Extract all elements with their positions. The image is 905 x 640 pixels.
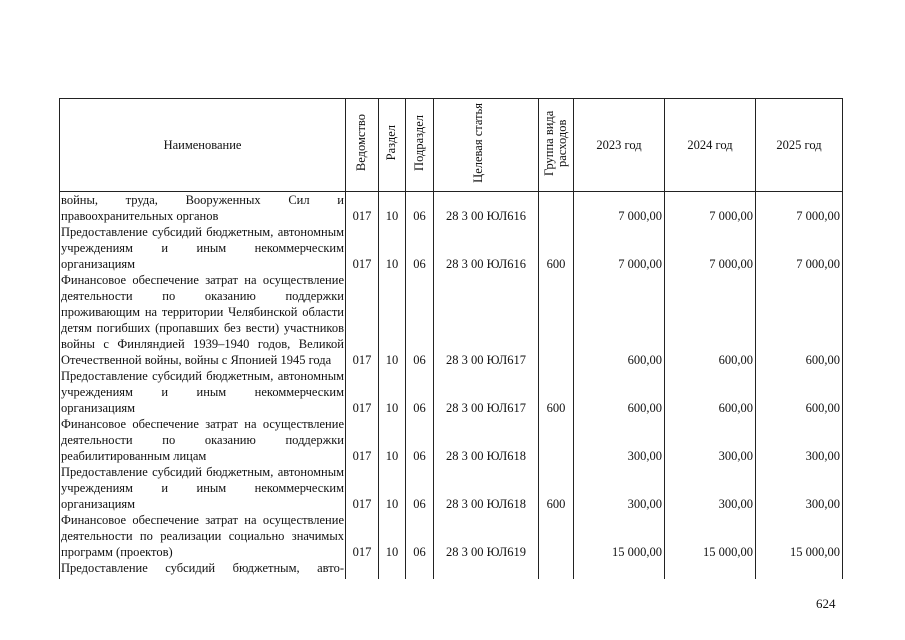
row-value-2025: 7 000,00 <box>756 192 843 225</box>
row-value-2024: 7 000,00 <box>665 192 756 225</box>
row-value-2025 <box>756 560 843 579</box>
budget-table <box>59 98 843 579</box>
page-number: 624 <box>816 596 836 611</box>
row-value-2023 <box>574 560 665 579</box>
row-name: Предоставление субсидий бюджетным, автономным учреждениям и иным некоммерческим организациям <box>61 225 344 271</box>
row-dept: 017 <box>346 272 379 368</box>
row-target-article: 28 3 00 ЮЛ616 <box>434 224 539 272</box>
row-section: 10 <box>379 464 406 512</box>
header-name: Наименование <box>60 99 346 192</box>
header-target-article: Целевая статья <box>434 99 539 192</box>
row-name: Финансовое обеспечение затрат на осуществление деятельности по реализации социально значимых программ (проектов) <box>61 513 344 559</box>
row-value-2024: 600,00 <box>665 368 756 416</box>
table-row <box>60 272 843 368</box>
row-subsection <box>406 560 434 579</box>
row-subsection: 06 <box>406 192 434 225</box>
row-name: войны, труда, Вооруженных Сил и правоохранительных органов <box>61 193 344 223</box>
row-target-article <box>434 560 539 579</box>
row-subsection: 06 <box>406 512 434 560</box>
row-section: 10 <box>379 368 406 416</box>
row-dept: 017 <box>346 416 379 464</box>
row-name: Предоставление субсидий бюджетным, автономным учреждениям и иным некоммерческим организациям <box>61 465 344 511</box>
row-dept: 017 <box>346 464 379 512</box>
row-name: Предоставление субсидий бюджетным, авто- <box>60 560 346 579</box>
row-subsection: 06 <box>406 464 434 512</box>
row-subsection: 06 <box>406 224 434 272</box>
row-expense-group <box>539 272 574 368</box>
table-row <box>60 192 843 225</box>
row-value-2024: 300,00 <box>665 416 756 464</box>
row-value-2024: 600,00 <box>665 272 756 368</box>
row-dept: 017 <box>346 512 379 560</box>
row-value-2025: 7 000,00 <box>756 224 843 272</box>
row-expense-group <box>539 512 574 560</box>
row-target-article: 28 3 00 ЮЛ619 <box>434 512 539 560</box>
row-value-2025: 300,00 <box>756 464 843 512</box>
row-value-2025: 600,00 <box>756 368 843 416</box>
row-section: 10 <box>379 272 406 368</box>
table-row <box>60 464 843 512</box>
row-value-2024 <box>665 560 756 579</box>
row-target-article: 28 3 00 ЮЛ617 <box>434 368 539 416</box>
row-value-2023: 300,00 <box>574 464 665 512</box>
table-row <box>60 560 843 579</box>
row-value-2024: 300,00 <box>665 464 756 512</box>
row-section: 10 <box>379 512 406 560</box>
row-name: Финансовое обеспечение затрат на осуществление деятельности по оказанию поддержки реабилитированным лицам <box>61 417 344 463</box>
row-subsection: 06 <box>406 416 434 464</box>
header-2024: 2024 год <box>665 99 756 192</box>
table-row <box>60 416 843 464</box>
row-target-article: 28 3 00 ЮЛ618 <box>434 416 539 464</box>
header-2025: 2025 год <box>756 99 843 192</box>
row-target-article: 28 3 00 ЮЛ616 <box>434 192 539 225</box>
row-section: 10 <box>379 192 406 225</box>
row-value-2023: 7 000,00 <box>574 192 665 225</box>
row-value-2023: 15 000,00 <box>574 512 665 560</box>
table-row <box>60 224 843 272</box>
header-subsection: Подраздел <box>406 99 434 192</box>
header-expense-group: Группа вида расходов <box>539 99 574 192</box>
row-value-2025: 300,00 <box>756 416 843 464</box>
row-expense-group <box>539 560 574 579</box>
row-name: Предоставление субсидий бюджетным, автономным учреждениям и иным некоммерческим организациям <box>61 369 344 415</box>
row-section <box>379 560 406 579</box>
row-value-2025: 15 000,00 <box>756 512 843 560</box>
row-section: 10 <box>379 416 406 464</box>
row-subsection: 06 <box>406 272 434 368</box>
header-2023: 2023 год <box>574 99 665 192</box>
header-dept: Ведомство <box>346 99 379 192</box>
row-value-2023: 7 000,00 <box>574 224 665 272</box>
row-section: 10 <box>379 224 406 272</box>
row-expense-group: 600 <box>539 224 574 272</box>
table-row <box>60 512 843 560</box>
row-value-2023: 300,00 <box>574 416 665 464</box>
row-value-2025: 600,00 <box>756 272 843 368</box>
row-expense-group: 600 <box>539 464 574 512</box>
row-dept <box>346 560 379 579</box>
row-value-2023: 600,00 <box>574 368 665 416</box>
row-dept: 017 <box>346 368 379 416</box>
row-subsection: 06 <box>406 368 434 416</box>
row-dept: 017 <box>346 224 379 272</box>
row-value-2023: 600,00 <box>574 272 665 368</box>
row-value-2024: 7 000,00 <box>665 224 756 272</box>
row-expense-group <box>539 416 574 464</box>
row-name: Финансовое обеспечение затрат на осуществление деятельности по оказанию поддержки проживающим на территории Челябинской области детям погибших (пропавших без вести) участников войны с Финляндией 1939–1940 годов, Великой Отечественной войны, войны с Японией 1945 года <box>61 273 344 367</box>
row-expense-group: 600 <box>539 368 574 416</box>
table-header-row <box>60 99 843 192</box>
row-target-article: 28 3 00 ЮЛ618 <box>434 464 539 512</box>
row-dept: 017 <box>346 192 379 225</box>
header-section: Раздел <box>379 99 406 192</box>
table-row <box>60 368 843 416</box>
row-expense-group <box>539 192 574 225</box>
row-value-2024: 15 000,00 <box>665 512 756 560</box>
row-target-article: 28 3 00 ЮЛ617 <box>434 272 539 368</box>
